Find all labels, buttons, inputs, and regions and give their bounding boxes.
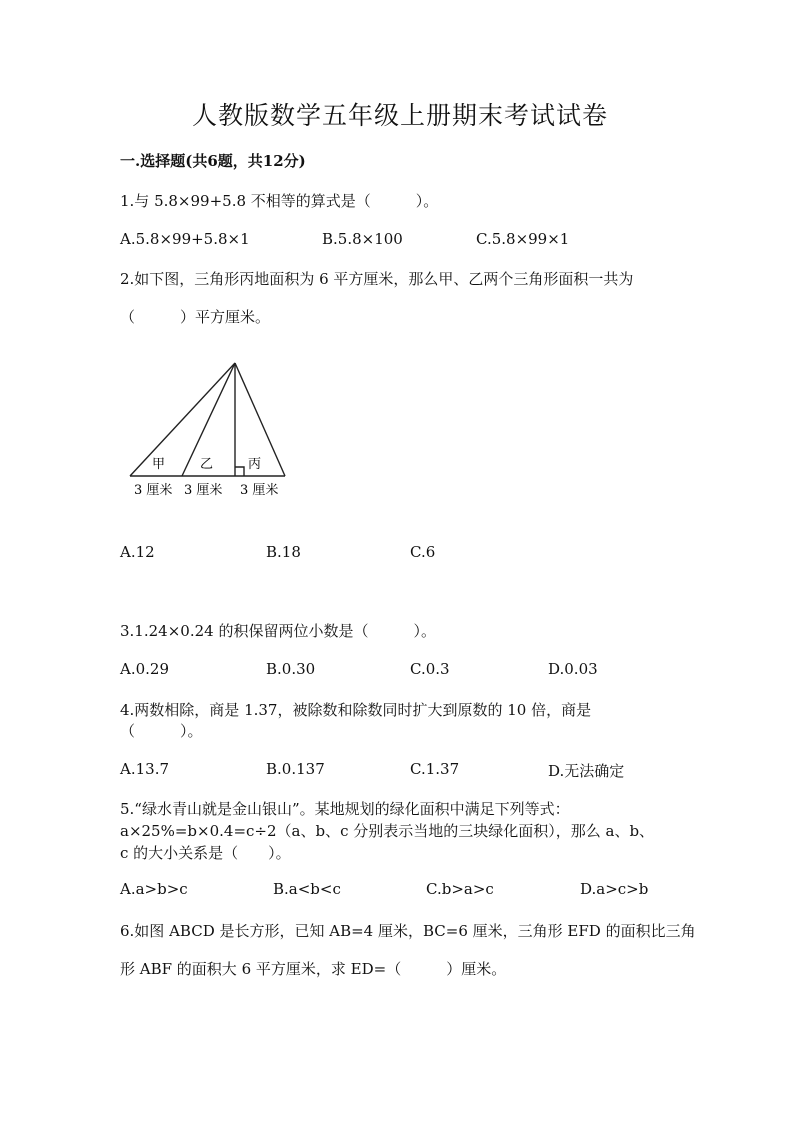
question-5-option-b: B.a<b<c [273,880,341,898]
question-5-stem-line1: 5.“绿水青山就是金山银山”。某地规划的绿化面积中满足下列等式： [120,800,570,818]
question-3-stem: 3.1.24×0.24 的积保留两位小数是（ ）。 [120,622,436,640]
question-2-option-c: C.6 [410,543,436,561]
question-3-option-d: D.0.03 [548,660,598,678]
question-2-stem-line1: 2.如下图，三角形丙地面积为 6 平方厘米，那么甲、乙两个三角形面积一共为 [120,270,634,288]
label-yi: 乙 [200,457,214,472]
question-4-option-d: D.无法确定 [548,762,625,780]
triangle-left-edge [130,363,235,476]
question-2-stem-line2: （ ）平方厘米。 [120,308,271,326]
question-5-option-d: D.a>c>b [580,880,649,898]
base-label-1: 3 厘米 [134,483,173,498]
question-1-option-b: B.5.8×100 [322,230,403,248]
question-2-option-b: B.18 [266,543,301,561]
question-3-option-a: A.0.29 [120,660,169,678]
question-4-stem-line2: （ ）。 [120,722,203,740]
question-4-option-a: A.13.7 [120,760,169,778]
question-1-option-a: A.5.8×99+5.8×1 [120,230,250,248]
section-heading: 一.选择题(共6题，共12分) [120,152,306,170]
question-6-stem-line1: 6.如图 ABCD 是长方形，已知 AB=4 厘米，BC=6 厘米，三角形 EFD 的面积比三角 [120,922,696,940]
right-angle-mark [235,467,244,476]
page-title: 人教版数学五年级上册期末考试试卷 [191,101,608,130]
question-1-option-c: C.5.8×99×1 [476,230,570,248]
question-3-option-b: B.0.30 [266,660,316,678]
question-1-stem: 1.与 5.8×99+5.8 不相等的算式是（ ）。 [120,192,439,210]
triangle-figure [120,355,300,500]
question-4-option-b: B.0.137 [266,760,325,778]
question-2-option-a: A.12 [120,543,155,561]
question-4-option-c: C.1.37 [410,760,460,778]
question-5-stem-line2: a×25%=b×0.4=c÷2（a、b、c 分别表示当地的三块绿化面积），那么 a、b、 [120,822,655,840]
base-label-3: 3 厘米 [240,483,279,498]
question-4-stem-line1: 4.两数相除，商是 1.37，被除数和除数同时扩大到原数的 10 倍，商是 [120,701,592,719]
label-jia: 甲 [152,457,166,472]
question-3-option-c: C.0.3 [410,660,450,678]
question-5-stem-line3: c 的大小关系是（ ）。 [120,844,291,862]
label-bing: 丙 [248,457,262,472]
base-label-2: 3 厘米 [184,483,223,498]
question-6-stem-line2: 形 ABF 的面积大 6 平方厘米，求 ED=（ ）厘米。 [120,960,507,978]
question-5-option-c: C.b>a>c [426,880,494,898]
question-5-option-a: A.a>b>c [120,880,188,898]
